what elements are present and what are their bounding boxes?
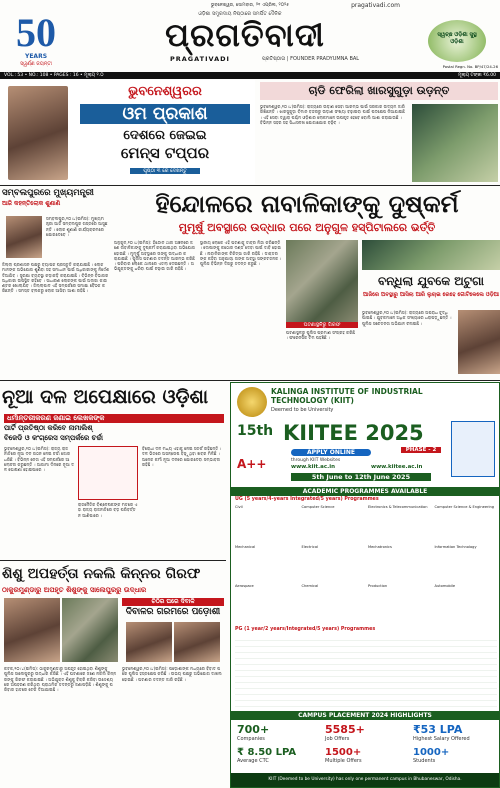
ug-label: UG (5 years/4-years Integrated/5 years) Programmes [235,497,379,502]
kiitee-phase: PHASE - 2 [401,447,441,453]
section-item-1: ଧର୍ମାନ୍ତରୀକରଣ ଜଣାଇ ଲେଖକଙ୍କ [4,414,224,423]
side-photo [6,216,42,258]
bottom-story[interactable] [0,562,226,786]
lead-body-2: ସ୍ଥାନୀୟ ଲୋକେ ଏହି ଘଟଣାକୁ ତୀବ୍ର ନିନ୍ଦା କରିଛନ୍ତି । ଦୋଷୀଙ୍କୁ କଠୋର ଦଣ୍ଡ ଦେବା ପାଇଁ ଦାବି ହୋଇଛି । ନାବାଳିକାଙ୍କ ଚିକିତ୍ସା ଜାରି ରହିଛି । ଡାକ୍ତରଙ୍କ କହିବା ଅନୁଯାୟୀ ତାଙ୍କ ଅବସ୍ଥା ସଙ୍କଟଜନକ । ପୁଲିସ ବିଭିନ୍ନ ଦିଗରୁ ତଦନ୍ତ କରୁଛି । [200,240,282,267]
kiit-site-1[interactable]: www.kiit.ac.in [291,464,335,470]
kiit-footer: KIIT (Deemed to be University) has only one permanent campus in Bhubaneswar, Odisha. [231,773,499,787]
lead-photo-caption: ଘଟଣାସ୍ଥଳିରୁ ଗିରଫ [286,322,358,328]
promo-line-1: ଭୁବନେଶ୍ୱରର [128,84,202,99]
test-dates: 5th June to 12th June 2025 [291,473,431,481]
promo-line-2: ଓମ ପ୍ରକାଶ [80,104,250,124]
kiit-advertisement[interactable] [230,382,500,788]
section-body-3: ବିରୋଧୀ ଦଳ ମଧ୍ୟ ଏହାକୁ ନେଇ ସତର୍କ ରହିଛନ୍ତି । ଦଳ ଭିତରେ ଅସନ୍ତୋଷ ବଢ଼ୁଥିବା ଖବର ମିଳିଛି । ଅନେକ କର୍ମୀ ନୂଆ ଦଳରେ ଯୋଗଦେବା ସମ୍ଭାବନା ରହିଛି । [142,446,222,467]
kiitee-exam: KIITEE 2025 [283,421,424,445]
founder-line: ପ୍ରତିଷ୍ଠାତା | FOUNDER PRADYUMNA BAL [262,56,360,62]
mid-body: ଭୁବନେଶ୍ୱର,୨୦।୪(ଇମିସ): ପଡ଼ୋଶୀଙ୍କ ମଧ୍ୟରେ ବିବାଦ ପରେ ପୁଲିସ ହସ୍ତକ୍ଷେପ କରିଛି । ଉଭୟ ପକ୍ଷରୁ ଅଭିଯୋଗ ଦାଖଲ ହୋଇଛି । ଘଟଣାର ତଦନ୍ତ ଜାରି ରହିଛି । [122,666,222,682]
anniversary-sub: ସ୍ୱର୍ଣ୍ଣ ଜୟନ୍ତୀ [20,61,52,67]
bottom-body-1: କଟକ,୨୦।୪(ଇମିସ): ଠାକୁରମୁଣ୍ଡାରୁ ଅପହୃତ ହୋଇଥିବା ଶିଶୁଙ୍କୁ ପୁଲିସ ସାଲେପୁରରୁ ଉଦ୍ଧାର କରିଛି । ଏହି ଘଟଣାରେ ଜଣେ ନକଲି କିନ୍ନରଙ୍କୁ ଗିରଫ କରାଯାଇଛି । ଅଭିଯୁକ୍ତ ଶିଶୁକୁ ବିକ୍ରି କରିବା ଉଦ୍ଦେଶ୍ୟରେ ଅପହରଣ କରିଥିବା ପ୍ରାଥମିକ ତଦନ୍ତରୁ ଜଣାପଡ଼ିଛି । ଶିଶୁଙ୍କୁ ପରିବାର ହାତରେ ଟେକି ଦିଆଯାଇଛି । [4,666,117,693]
divider [0,185,500,186]
bottom-photo-2 [62,598,118,662]
side-sub: ଆଜି କହନ୍ତିଲୋକ ଶୁଣାଣି [2,200,61,207]
section-body-1: ଭୁବନେଶ୍ୱର,୨୦।୪(ଇମିସ): ରାଜ୍ୟ ରାଜନୀତିରେ ନୂଆ ଦଳ ଗଠନ ନେଇ ଚର୍ଚ୍ଚା ଜୋର ଧରିଛି । ବିଭିନ୍ନ ନେତା ଏହି ସମ୍ପର୍କରେ ଆଲୋଚନା କରୁଛନ୍ତି । ଆଗାମୀ ଦିନରେ ନୂଆ ଦଳ ଘୋଷଣା ହୋଇପାରେ । [4,446,74,473]
side-story[interactable] [2,188,110,376]
lead-headline: ହିନ୍ଦୋଳରେ ନାବାଳିକାଙ୍କୁ ଦୁଷ୍କର୍ମ [155,190,459,218]
lead-photo [286,240,358,322]
side-body: ସମ୍ବଲପୁର,୨୦।୪(ଇମିସ): ମୁଖ୍ୟମନ୍ତ୍ରୀ ଆଜି ସମ୍ବଲପୁର ଗସ୍ତରେ ଆସୁଛନ୍ତି । ଲୋକ ଶୁଣାଣି କାର୍ଯ୍ୟକ୍ରମରେ ଯୋଗଦେବେ । [46,216,108,237]
dateline: ଭୁବନେଶ୍ୱର, ସୋମବାର, ୨୧ ଏପ୍ରିଲ, ୨୦୨୫ [210,3,290,8]
promo-line-4: ମେନ୍ସ ଟପ୍ପର [120,144,210,162]
academic-programmes-band: ACADEMIC PROGRAMMES AVAILABLE [231,487,499,496]
section-headline: ନୂଆ ଦଳ ଅପେକ୍ଷାରେ ଓଡ଼ିଶା [2,386,209,408]
promo-caption: ପୃଷ୍ଠା ୩ ରେ ଦେଖନ୍ତୁ [130,168,200,174]
kharasuguda-body: ଭୁବନେଶ୍ୱର,୨୦।୪(ଇମିସ): ରାଜ୍ୟରେ ଉଡ଼ାଣ ସେବା ଆରମ୍ଭ ପାଇଁ ସରକାର ଉଦ୍ୟମ ଜାରି ରଖିଛନ୍ତି । ଝାରସୁଗୁଡ଼ା ବିମାନ ବନ୍ଦରରୁ ଉଡ଼ାଣ ସଂଖ୍ୟା ବଢ଼ାଇବା ପାଇଁ ପଦକ୍ଷେପ ନିଆଯାଇଛି । ଏହି ସେବା ଦ୍ୱାରା ପଶ୍ଚିମ ଓଡ଼ିଶାର ଲୋକମାନେ ଉପକୃତ ହେବେ ବୋଲି ଆଶା କରାଯାଉଛି । ବିଭିନ୍ନ ସହର ସହ ସିଧାସଳଖ ଯୋଗାଯୋଗ ବଢ଼ିବ । [260,104,405,125]
section-item-3: ବିଜେଡି ଓ କଂଗ୍ରେସ ସମ୍ପର୍କରେ ଚର୍ଚ୍ଚା [4,434,104,442]
bottom-headline: ଶିଶୁ ଅପହର୍ତ୍ତା ନକଲି କିନ୍ନର ଗିରଫ [2,566,201,582]
jee-topper-promo[interactable] [0,80,255,184]
kharasuguda-story[interactable] [258,80,500,184]
lead-body-1: ଅନୁଗୁଳ,୨୦।୪(ଇମିସ): ହିନ୍ଦୋଳ ଥାନା ଅଞ୍ଚଳରେ ଜଣେ ନାବାଳିକାଙ୍କୁ ଦୁଷ୍କର୍ମ କରାଯାଇଥିବା ଅଭିଯୋଗ ହୋଇଛି । ମୁମୂର୍ଷୁ ଅବସ୍ଥାରେ ତାଙ୍କୁ ଉଦ୍ଧାର କରାଯାଇଛି । ପୁଲିସ ଘଟଣାର ତଦନ୍ତ ଆରମ୍ଭ କରିଛି । ପରିବାର ଲୋକେ ଥାନାରେ ଏତଲା ଦେଇଛନ୍ତି । ଅଭିଯୁକ୍ତଙ୍କୁ ଧରିବା ପାଇଁ ଚଢ଼ାଉ ଜାରି ରହିଛି । [114,240,196,272]
nirf-rank: 15th [237,423,274,439]
kiit-logo [237,387,267,417]
lead-subhead: ମୁମୂର୍ଷୁ ଅବସ୍ଥାରେ ଉଦ୍ଧାର ପରେ ଅନୁଗୁଳ ହସ୍ପିଟାଲରେ ଭର୍ତ୍ତି [178,221,436,234]
un-ecosoc-badge [451,421,495,477]
swachh-odisha-logo: ସ୍ୱଚ୍ଛ ଓଡ଼ିଶା ସୁସ୍ଥ ଓଡ଼ିଶା [428,20,486,62]
stat-multiple-offers: 1500+ Multiple Offers [325,747,362,764]
side-body-2: ଜିଲ୍ଲା ପ୍ରଶାସନ ପକ୍ଷରୁ ବ୍ୟାପକ ପ୍ରସ୍ତୁତି କରାଯାଇଛି । ଲୋକମାନଙ୍କ ଅଭିଯୋଗ ଶୁଣିବା ସହ ସମାଧାନ ପାଇଁ ଅଧିକାରୀଙ୍କୁ ନିର୍ଦ୍ଦେଶ ଦିଆଯିବ । ସୁରକ୍ଷା ବ୍ୟବସ୍ଥା କଡ଼ାକଡ଼ି କରାଯାଇଛି । ବିଭିନ୍ନ ବିଭାଗର ଅଧିକାରୀ ଉପସ୍ଥିତ ରହିବେ । ସାଧାରଣ ଲୋକଙ୍କ ପାଇଁ ଅଲଗା କାଉଣ୍ଟର ଖୋଲାଯିବ । ଜିଲ୍ଲାପାଳ ଏହି ସମ୍ପର୍କରେ ସମୀକ୍ଷା ବୈଠକ କରିଛନ୍ତି । ସମସ୍ତ ବ୍ଲକରୁ ଲୋକ ଆସିବା ଆଶା ରହିଛି । [2,262,110,294]
anniversary-number: 50 [16,10,56,55]
section-body-2: ରାଜନୈତିକ ବିଶ୍ଳେଷକଙ୍କ ମତରେ ଏହା ରାଜ୍ୟ ରାଜନୀତିରେ ବଡ଼ ପରିବର୍ତ୍ତନ ଆଣିପାରେ । [78,502,138,518]
right-story[interactable] [362,240,500,376]
mid-sub: ଦିବାଳର ଗରମରେ ପଡ଼ୋଶୀ [125,607,221,617]
divider [0,380,500,381]
kiit-subtitle: Deemed to be University [271,407,334,413]
right-story-sub: ଆଜିରେ ଅବସ୍ଥାରୁ ଆସିଲା ଆରି ଲୁଚାଇ ରେହେ ଗୋଟିକେଲେ ଓଡ଼ିଆ [363,292,499,298]
newspaper-title: ପ୍ରଗତିବାଦୀ [165,16,325,54]
postal-registration: Postal Regn. No. BP/47/24-26 [442,64,498,69]
price: ମୂଲ୍ୟ ଟଙ୍କା ₹6.00 [458,73,496,78]
topper-photo [8,86,68,180]
stat-job-offers: 5585+ Job Offers [325,723,365,742]
divider [0,560,226,561]
placement-band: CAMPUS PLACEMENT 2024 HIGHLIGHTS [231,711,499,720]
volume-line: VOL.: 53 • NO.: 108 • PAGES : 16 • ମୂଲ୍ୟ ୨.୦ [4,73,104,78]
mid-photo-1 [126,622,172,662]
kharasuguda-photo [412,104,498,182]
right-story-photo [362,240,500,270]
stat-highest-salary: ₹53 LPA Highest Salary Offered [413,723,470,742]
kiit-institute: KALINGA INSTITUTE OF INDUSTRIAL TECHNOLOGY (KIIT) [271,387,423,405]
right-story-body: ଭୁବନେଶ୍ୱର,୨୦।୪(ଇମିସ): ରାଜ୍ୟରେ ଅପରାଧ ବୃଦ୍ଧି ପାଇଛି । ଯୁବକମାନେ ଅଧିକ ସଂଖ୍ୟାରେ ଧରାପଡ଼ୁଛନ୍ତି । ପୁଲିସ ସଚେତନତା ଅଭିଯାନ ଚଳାଇଛି । [362,310,452,326]
pg-grid-placeholder [235,635,497,707]
apply-via: through KIIT Websites [291,458,341,463]
tagline: ଓଡ଼ିଶା ସମ୍ପ୍ରଦାୟ ନିଷ୍ଠାରେ ସମର୍ପିତ ଦୈନିକ [198,11,282,17]
kiit-site-2[interactable]: www.kiitee.ac.in [371,464,423,470]
website[interactable]: pragativadi.com [351,2,400,9]
programme-grid: Civil Computer Science Electronics & Telecommunication Computer Science & Engineering Mechanical Electrical Mechatronics Information Technology Aerospace Chemical Production Automobile [235,505,495,589]
section-item-2: ପାର୍ଟି ପ୍ରତିଷ୍ଠା କରିବେ ନାମାଲିଶ୍ [4,424,93,432]
newspaper-title-en: PRAGATIVADI [170,55,230,63]
bottom-sub: ଠାକୁରମୁଣ୍ଡାରୁ ଅପହୃତ ଶିଶୁଙ୍କୁ ସାଲେପୁରରୁ ଉଦ୍ଧାର [2,586,147,594]
mid-headline: ଚିଠିର ଘରେ ଦିବାଳି [122,598,224,606]
masthead [0,0,500,86]
bottom-photo-1 [4,598,60,662]
stat-students: 1000+ Students [413,747,450,764]
kharasuguda-headline: ଚାଡି ଫେରିଲା ଖାରସୁଗୁଡ଼ା ଉଡ଼ନ୍ତ [260,82,498,100]
new-party-section[interactable] [0,382,226,558]
anniversary-label: YEARS [24,53,48,60]
apply-online-button[interactable]: APPLY ONLINE [291,449,371,456]
lead-body-3: ଘଟଣାସ୍ଥଳରୁ ପୁଲିସ ପ୍ରମାଣ ସଂଗ୍ରହ କରିଛି । ଫରେନସିକ ଟିମ ପହଞ୍ଚିଛି । [286,330,356,341]
anniversary-badge [4,3,68,69]
naac-grade: A++ [237,457,267,471]
right-story-headline: ବନ୍ଧିଲା ଯୁବକେ ଅଟୁଗା [377,274,485,288]
section-quote-box [78,446,138,500]
lead-story[interactable] [114,188,500,378]
stat-companies: 700+ Companies [237,723,270,742]
mid-photo-2 [174,622,220,662]
mid-story[interactable] [122,598,224,784]
right-story-portrait [458,310,500,374]
stat-average-ctc: ₹ 8.50 LPA Average CTC [237,747,297,764]
side-headline: ସମ୍ବଲପୁରରେ ମୁଖ୍ୟମନ୍ତ୍ରୀ [2,188,94,198]
pg-label: PG (1 year/2 years/Integrated/5 years) Programmes [235,627,376,632]
promo-line-3: ଦେଶରେ ଜେଇଇ [123,128,207,143]
